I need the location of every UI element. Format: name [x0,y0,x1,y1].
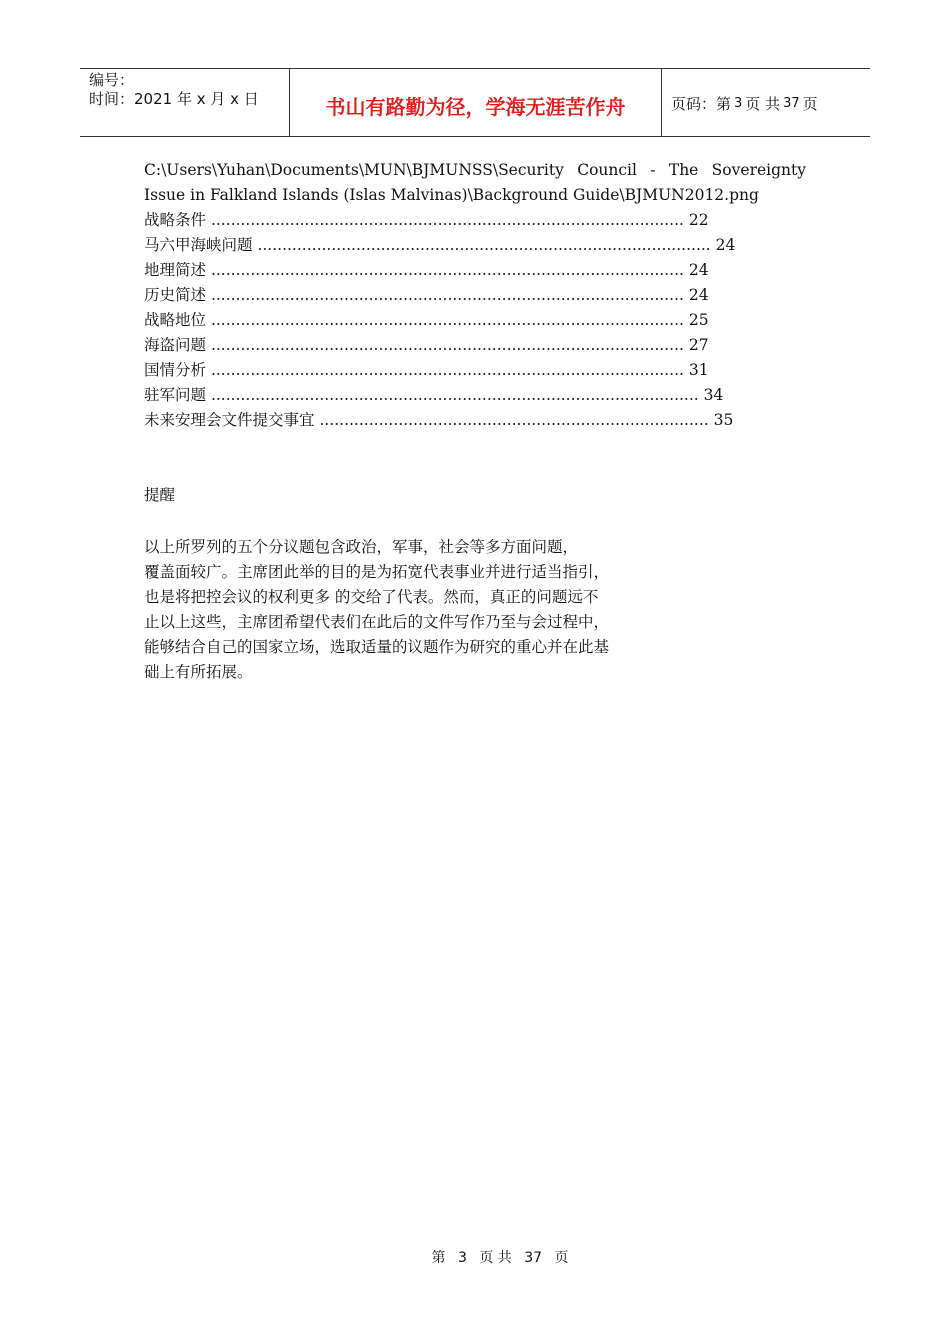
toc-dot-leader: ............................................................................................ [252,236,716,254]
toc-dot-leader: ................................................................................................... [206,386,704,404]
paragraph-line: 能够结合自己的国家立场，选取适量的议题作为研究的重心并在此基 [144,638,610,656]
toc-entry-page: 31 [688,361,709,379]
toc-entry-page: 34 [703,386,724,404]
toc-dot-leader: ............................................................................... [314,411,714,429]
toc-entry[interactable] [144,358,806,383]
header-page-info [662,69,870,136]
toc-entry-page: 22 [688,211,709,229]
toc-entry-title: 战略地位 [144,311,207,329]
reminder-heading: 提醒 [144,486,176,504]
toc-dot-leader: ................................................................................................ [206,336,689,354]
footer-total: 37 [524,1250,543,1266]
table-of-contents [144,208,806,433]
toc-entry[interactable] [144,333,806,358]
toc-dot-leader: ................................................................................................ [206,361,689,379]
toc-dot-leader: ................................................................................................ [206,286,689,304]
toc-entry[interactable] [144,208,806,233]
paragraph-line: 止以上这些，主席团希望代表们在此后的文件写作乃至与会过程中， [144,613,610,631]
footer-suffix: 页 [554,1250,569,1266]
toc-entry-title: 历史简述 [144,286,207,304]
toc-entry-title: 未来安理会文件提交事宜 [144,411,315,429]
footer-prefix: 第 [431,1250,446,1266]
toc-section [144,158,806,433]
toc-entry[interactable] [144,258,806,283]
toc-entry-page: 25 [688,311,709,329]
toc-entry-title: 驻军问题 [144,386,207,404]
toc-entry-page: 24 [715,236,736,254]
toc-dot-leader: ................................................................................................ [206,311,689,329]
toc-entry-page: 24 [688,286,709,304]
toc-entry[interactable] [144,308,806,333]
toc-entry-title: 国情分析 [144,361,207,379]
toc-entry-page: 24 [688,261,709,279]
paragraph-line: 础上有所拓展。 [144,663,253,681]
header-slogan: 书山有路勤为径，学海无涯苦作舟 [290,69,662,136]
toc-entry-title: 马六甲海峡问题 [144,236,253,254]
toc-entry[interactable] [144,383,806,408]
header-meta [80,69,290,136]
footer-mid: 页 共 [479,1250,512,1266]
toc-dot-leader: ................................................................................................ [206,211,689,229]
header-page-suffix: 页 [802,95,818,113]
page-header [80,68,870,137]
paragraph-line: 也是将把控会议的权利更多 的交给了代表。然而，真正的问题远不 [144,588,599,606]
toc-entry-page: 27 [688,336,709,354]
number-label: 编号： [89,71,135,89]
reminder-paragraph [144,535,664,685]
file-path-text: C:\Users\Yuhan\Documents\MUN\BJMUNSS\Security Council - The Sovereignty Issue in Falkland Islands (Islas Malvinas)\Background Guide\BJMUN2012.png [144,161,806,204]
time-label: 时间：2021 年 x 月 x 日 [89,90,259,108]
toc-dot-leader: ................................................................................................ [206,261,689,279]
toc-entry[interactable] [144,283,806,308]
toc-entry-title: 海盗问题 [144,336,207,354]
toc-entry-title: 战略条件 [144,211,207,229]
toc-entry-title: 地理简述 [144,261,207,279]
page-footer [0,1247,950,1267]
toc-entry[interactable] [144,408,806,433]
header-page-mid: 页 共 [745,95,781,113]
paragraph-line: 以上所罗列的五个分议题包含政治，军事，社会等多方面问题， [144,538,579,556]
header-page-current: 3 [734,96,743,111]
header-page-prefix: 页码：第 [671,95,732,113]
header-page-total: 37 [783,96,800,111]
toc-entry-page: 35 [713,411,734,429]
footer-current: 3 [457,1250,467,1266]
toc-entry[interactable] [144,233,806,258]
paragraph-line: 覆盖面较广。主席团此举的目的是为拓宽代表事业并进行适当指引， [144,563,610,581]
